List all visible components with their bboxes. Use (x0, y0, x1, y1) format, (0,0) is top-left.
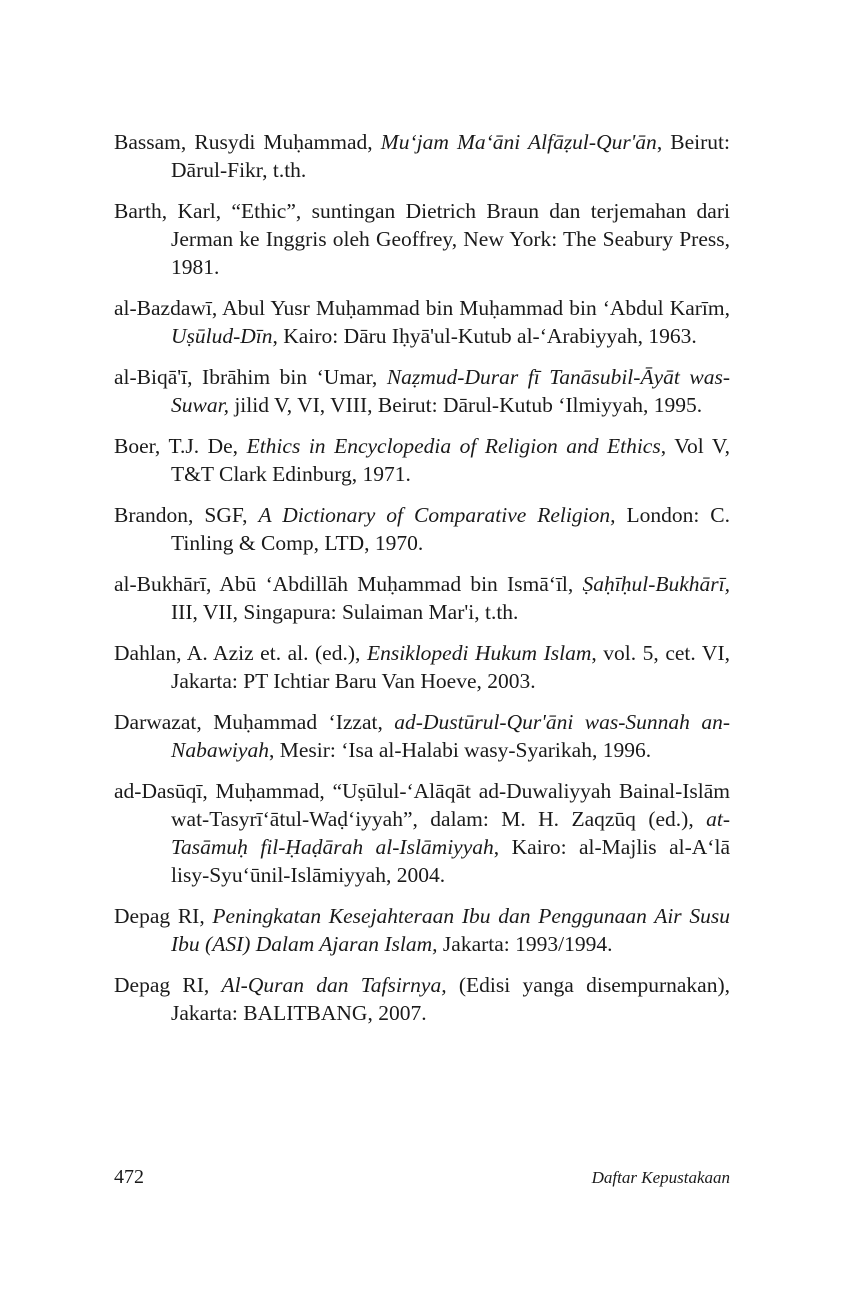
bibliography-entry: Barth, Karl, “Ethic”, suntingan Dietrich Braun dan terjemahan dari Jerman ke Inggris oleh Geoffrey, New York: The Seabury Press, 1981. (114, 199, 730, 279)
bibliography-entry: Boer, T.J. De, Ethics in Encyclopedia of Religion and Ethics, Vol V, T&T Clark Edinburg, 1971. (114, 434, 730, 486)
bibliography-entry: al-Bukhārī, Abū ‘Abdillāh Muḥammad bin Ismā‘īl, Ṣaḥīḥul-Bukhārī, III, VII, Singapura: Sulaiman Mar'i, t.th. (114, 572, 730, 624)
bibliography-entry: Dahlan, A. Aziz et. al. (ed.), Ensiklopedi Hukum Islam, vol. 5, cet. VI, Jakarta: PT Ichtiar Baru Van Hoeve, 2003. (114, 641, 730, 693)
bibliography-entry: Darwazat, Muḥammad ‘Izzat, ad-Dustūrul-Qur'āni was-Sunnah an-Nabawiyah, Mesir: ‘Isa al-Halabi wasy-Syarikah, 1996. (114, 710, 730, 762)
bibliography-entry: Depag RI, Peningkatan Kesejahteraan Ibu dan Penggunaan Air Susu Ibu (ASI) Dalam Ajaran Islam, Jakarta: 1993/1994. (114, 904, 730, 956)
running-footer-title: Daftar Kepustakaan (591, 1168, 730, 1187)
bibliography-entry: ad-Dasūqī, Muḥammad, “Uṣūlul-‘Alāqāt ad-Duwaliyyah Bainal-Islām wat-Tasyrī‘ātul-Waḍ‘iyyah”, dalam: M. H. Zaqzūq (ed.), at-Tasāmuḥ fil-Ḥaḍārah al-Islāmiyyah, Kairo: al-Majlis al-A‘lā lisy-Syu‘ūnil-Islāmiyyah, 2004. (114, 779, 730, 887)
bibliography-list (114, 128, 730, 1040)
bibliography-entry: al-Bazdawī, Abul Yusr Muḥammad bin Muḥammad bin ‘Abdul Karīm, Uṣūlud-Dīn, Kairo: Dāru Iḥyā'ul-Kutub al-‘Arabiyyah, 1963. (114, 296, 730, 348)
bibliography-entry: Brandon, SGF, A Dictionary of Comparative Religion, London: C. Tinling & Comp, LTD, 1970. (114, 503, 731, 555)
bibliography-entry: Bassam, Rusydi Muḥammad, Mu‘jam Ma‘āni Alfāẓul-Qur'ān, Beirut: Dārul-Fikr, t.th. (114, 130, 731, 182)
bibliography-entry: al-Biqā'ī, Ibrāhim bin ‘Umar, Naẓmud-Durar fī Tanāsubil-Āyāt was-Suwar, jilid V, VI, VIII, Beirut: Dārul-Kutub ‘Ilmiyyah, 1995. (114, 365, 730, 417)
page-footer (114, 1166, 730, 1190)
bibliography-entry: Depag RI, Al-Quran dan Tafsirnya, (Edisi yanga disempurnakan), Jakarta: BALITBANG, 2007. (114, 973, 730, 1025)
page-number: 472 (114, 1166, 144, 1188)
